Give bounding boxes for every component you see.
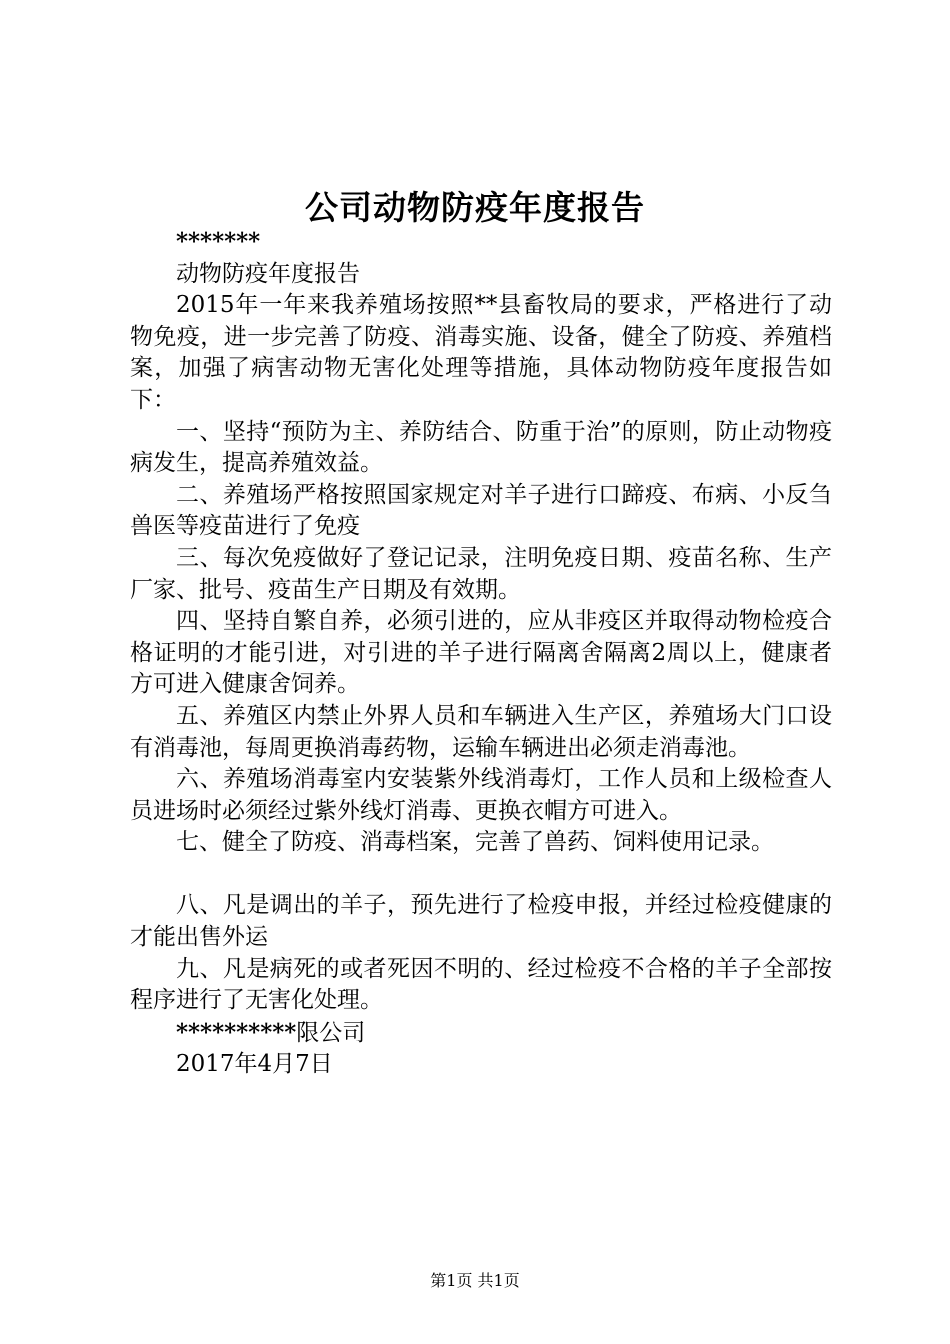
document-body xyxy=(130,226,832,1081)
paragraph-5: 五、养殖区内禁止外界人员和车辆进入生产区，养殖场大门口设有消毒池，每周更换消毒药物，运输车辆进出必须走消毒池。 xyxy=(130,702,832,761)
signature-date: 2017年4月7日 xyxy=(176,1051,333,1078)
paragraph-8: 八、凡是调出的羊子，预先进行了检疫申报，并经过检疫健康的才能出售外运 xyxy=(130,892,832,951)
paragraph-6: 六、养殖场消毒室内安装紫外线消毒灯，工作人员和上级检查人员进场时必须经过紫外线灯消毒、更换衣帽方可进入。 xyxy=(130,766,832,824)
company-mask: ********** xyxy=(176,1018,297,1046)
paragraph-9: 九、凡是病死的或者死因不明的、经过检疫不合格的羊子全部按程序进行了无害化处理。 xyxy=(130,955,832,1014)
paragraph-2: 二、养殖场严格按照国家规定对羊子进行口蹄疫、布病、小反刍兽医等疫苗进行了免疫 xyxy=(130,481,832,540)
paragraph-intro: 2015年一年来我养殖场按照**县畜牧局的要求，严格进行了动物免疫，进一步完善了防疫、消毒实施、设备，健全了防疫、养殖档案，加强了病害动物无害化处理等措施，具体动物防疫年度报告如下： xyxy=(130,292,832,413)
paragraph-1: 一、坚持“预防为主、养防结合、防重于治”的原则，防止动物疫病发生，提高养殖效益。 xyxy=(130,418,832,477)
document-title: 公司动物防疫年度报告 xyxy=(305,188,645,227)
paragraph-7: 七、健全了防疫、消毒档案，完善了兽药、饲料使用记录。 xyxy=(176,829,774,856)
signature-company xyxy=(130,1017,832,1050)
company-suffix: 限公司 xyxy=(296,1019,366,1046)
author-mask xyxy=(130,226,832,259)
paragraph-3: 三、每次免疫做好了登记记录，注明免疫日期、疫苗名称、生产厂家、批号、疫苗生产日期及有效期。 xyxy=(130,544,832,603)
report-subtitle: 动物防疫年度报告 xyxy=(176,260,360,287)
paragraph-4: 四、坚持自繁自养，必须引进的，应从非疫区并取得动物检疫合格证明的才能引进，对引进的羊子进行隔离舍隔离2周以上，健康者方可进入健康舍饲养。 xyxy=(130,608,832,698)
author-mask-text: ******* xyxy=(176,228,261,255)
page-footer: 第1页 共1页 xyxy=(430,1271,520,1290)
